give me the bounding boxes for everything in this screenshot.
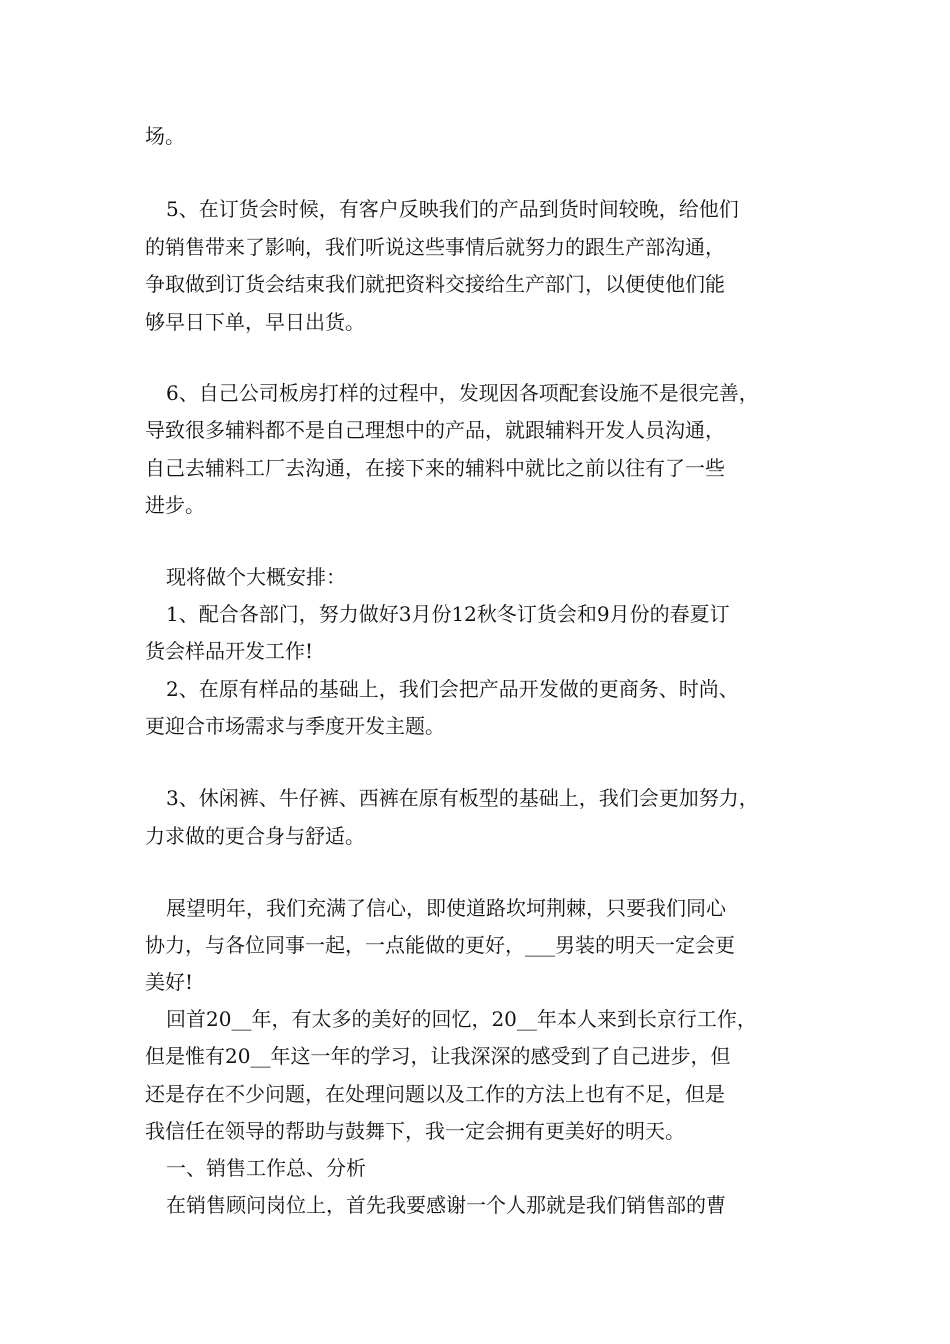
text-line: 5、在订货会时候，有客户反映我们的产品到货时间较晚，给他们: [166, 197, 739, 221]
text-line: 但是惟有20__年这一年的学习，让我深深的感受到了自己进步，但: [145, 1044, 731, 1068]
section-heading: 一、销售工作总、分析: [166, 1156, 366, 1180]
text-line: 我信任在领导的帮助与鼓舞下，我一定会拥有更美好的明天。: [145, 1119, 685, 1143]
text-line: 够早日下单，早日出货。: [145, 310, 365, 334]
text-line: 1、配合各部门，努力做好3月份12秋冬订货会和9月份的春夏订: [166, 602, 730, 626]
text-line: 3、休闲裤、牛仔裤、西裤在原有板型的基础上，我们会更加努力，: [166, 786, 759, 810]
text-line: 的销售带来了影响，我们听说这些事情后就努力的跟生产部沟通，: [145, 235, 725, 259]
text-line: 自己去辅料工厂去沟通，在接下来的辅料中就比之前以往有了一些: [145, 456, 725, 480]
text-line: 回首20__年，有太多的美好的回忆，20__年本人来到长京行工作，: [166, 1007, 757, 1031]
text-line: 美好!: [145, 970, 194, 994]
text-line: 协力，与各位同事一起，一点能做的更好，___男装的明天一定会更: [145, 933, 735, 957]
text-line: 2、在原有样品的基础上，我们会把产品开发做的更商务、时尚、: [166, 677, 739, 701]
text-line: 6、自己公司板房打样的过程中，发现因各项配套设施不是很完善，: [166, 381, 759, 405]
text-line: 更迎合市场需求与季度开发主题。: [145, 714, 445, 738]
text-line: 货会样品开发工作!: [145, 639, 314, 663]
text-line: 场。: [145, 124, 185, 148]
text-line: 力求做的更合身与舒适。: [145, 824, 365, 848]
text-line: 展望明年，我们充满了信心，即使道路坎坷荆棘，只要我们同心: [166, 896, 726, 920]
text-line: 进步。: [145, 493, 205, 517]
text-line: 争取做到订货会结束我们就把资料交接给生产部门，以便使他们能: [145, 272, 725, 296]
text-line: 在销售顾问岗位上，首先我要感谢一个人那就是我们销售部的曹: [166, 1193, 726, 1217]
text-line: 现将做个大概安排：: [166, 565, 346, 589]
text-line: 导致很多辅料都不是自己理想中的产品，就跟辅料开发人员沟通，: [145, 418, 725, 442]
text-line: 还是存在不少问题，在处理问题以及工作的方法上也有不足，但是: [145, 1082, 725, 1106]
